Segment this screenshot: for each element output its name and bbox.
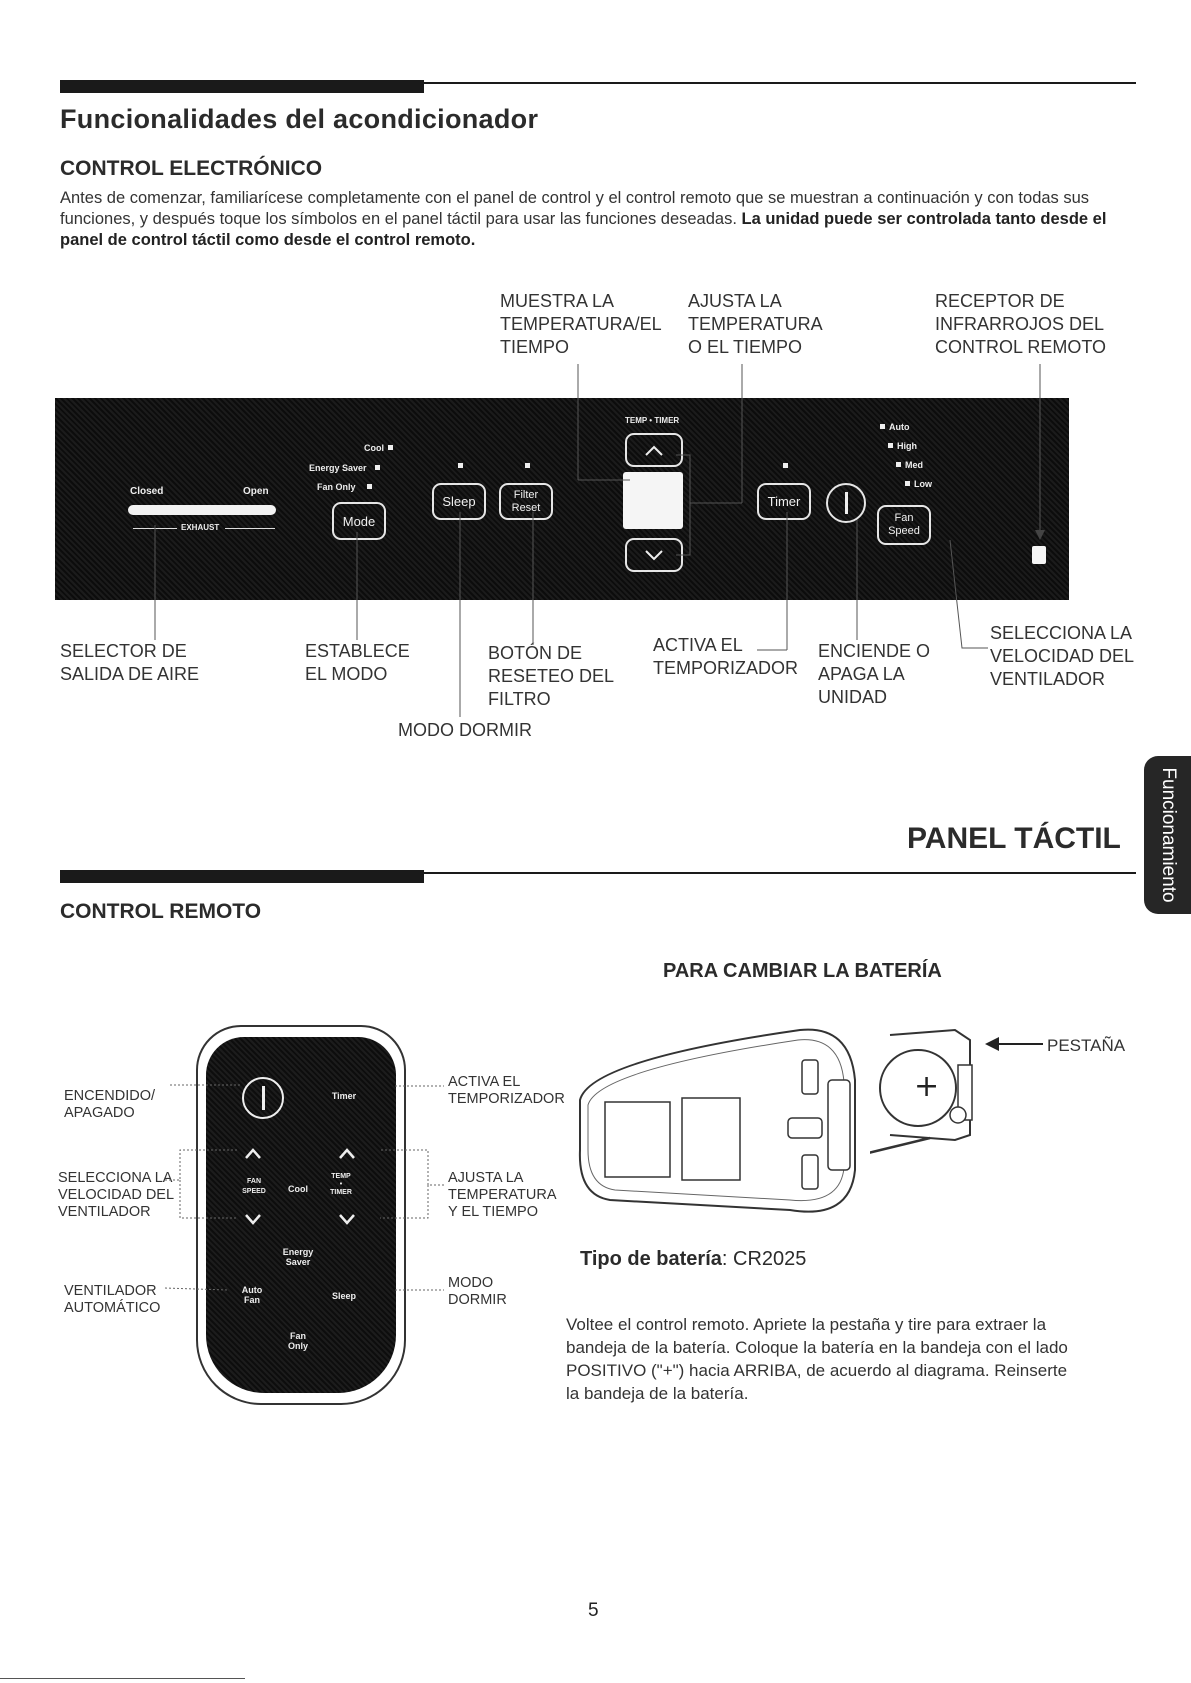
fan-speed-med-label: Med (905, 460, 923, 470)
temp-down-button[interactable] (625, 538, 683, 572)
label-sleep-mode: MODO DORMIR (398, 720, 532, 740)
label-air-outlet-selector: SELECTOR DE SALIDA DE AIRE (60, 641, 200, 684)
fan-speed-button[interactable]: Fan Speed (877, 505, 931, 545)
battery-heading: PARA CAMBIAR LA BATERÍA (663, 960, 942, 982)
power-icon (845, 492, 848, 514)
remote-label-temp-time: AJUSTA LA TEMPERATURA Y EL TIEMPO (448, 1170, 557, 1220)
sleep-button[interactable]: Sleep (432, 483, 486, 520)
mode-option-energy-saver: Energy Saver (309, 463, 367, 473)
remote-cool-button[interactable]: Cool (288, 1184, 308, 1194)
remote-face (206, 1037, 396, 1393)
remote-power-button[interactable] (242, 1077, 284, 1119)
svg-text:+: + (914, 1069, 940, 1104)
temp-timer-caption: TEMP • TIMER (625, 416, 680, 425)
mode-option-cool: Cool (364, 443, 384, 453)
led-cool (388, 445, 393, 450)
control-panel (55, 398, 1069, 600)
battery-type-value: CR2025 (733, 1248, 807, 1270)
battery-tray-illustration (870, 1020, 990, 1170)
remote-fan-speed-label: FAN SPEED (242, 1178, 266, 1195)
remote-label-timer: ACTIVA EL TEMPORIZADOR (448, 1074, 565, 1107)
led-med (896, 462, 901, 467)
remote-label-sleep: MODO DORMIR (448, 1275, 507, 1308)
remote-sleep-button[interactable]: Sleep (331, 1291, 356, 1301)
battery-type-label: Tipo de batería (580, 1248, 722, 1270)
temperature-display (623, 472, 683, 529)
label-activate-timer: ACTIVA EL TEMPORIZADOR (653, 635, 799, 678)
slider-closed-label: Closed (130, 486, 164, 497)
mode-option-fan-only: Fan Only (317, 482, 356, 492)
remote-fan-only-button[interactable]: Fan Only (287, 1331, 308, 1351)
exhaust-label: EXHAUST (181, 523, 220, 532)
filter-reset-button[interactable]: Filter Reset (499, 483, 553, 520)
middle-rule-thin (60, 872, 1136, 874)
remote-label-auto-fan: VENTILADOR AUTOMÁTICO (64, 1283, 161, 1316)
remote-auto-fan-button[interactable]: Auto Fan (241, 1285, 263, 1305)
side-tab-label: Funcionamiento (1157, 767, 1179, 903)
intro-paragraph (60, 188, 1130, 251)
timer-button[interactable]: Timer (757, 483, 811, 520)
label-power-unit: ENCIENDE O APAGA LA UNIDAD (818, 641, 931, 707)
section-title-electronic-control: CONTROL ELECTRÓNICO (60, 157, 323, 180)
label-fan-speed: SELECCIONA LA VELOCIDAD DEL VENTILADOR (990, 623, 1135, 689)
page-title: Funcionalidades del acondicionador (60, 104, 539, 134)
exhaust-line (133, 528, 177, 529)
remote-temp-down-icon (338, 1213, 356, 1225)
tab-arrow-icon (985, 1037, 1045, 1051)
led-timer (783, 463, 788, 468)
remote-fan-up-icon (244, 1147, 262, 1159)
power-icon (262, 1086, 265, 1110)
led-high (888, 443, 893, 448)
battery-type (580, 1248, 806, 1271)
remote-timer-button[interactable]: Timer (331, 1091, 357, 1101)
label-filter-reset: BOTÓN DE RESETEO DEL FILTRO (488, 643, 615, 709)
fan-speed-high-label: High (897, 441, 917, 451)
led-filter (525, 463, 530, 468)
temp-up-button[interactable] (625, 433, 683, 467)
section-title-remote: CONTROL REMOTO (60, 900, 262, 923)
header-rule-thin (60, 82, 1136, 84)
fan-speed-auto-label: Auto (889, 422, 910, 432)
power-button[interactable] (826, 483, 866, 523)
slider-open-label: Open (243, 486, 269, 497)
chevron-up-icon (644, 444, 664, 456)
fan-speed-low-label: Low (914, 479, 932, 489)
label-set-mode: ESTABLECE EL MODO (305, 641, 410, 684)
remote-temp-timer-label: TEMP • TIMER (330, 1173, 352, 1196)
air-outlet-slider[interactable] (128, 505, 276, 515)
remote-energy-saver-button[interactable]: Energy Saver (282, 1247, 314, 1267)
led-fan-only (367, 484, 372, 489)
page-number: 5 (588, 1600, 599, 1621)
battery-type-colon: : (721, 1248, 734, 1270)
led-energy-saver (375, 465, 380, 470)
side-tab-operation (1144, 756, 1191, 914)
mode-button[interactable]: Mode (332, 502, 386, 540)
ir-receiver (1032, 546, 1046, 564)
led-auto (880, 424, 885, 429)
remote-fan-down-icon (244, 1213, 262, 1225)
label-display-temp-time: MUESTRA LA TEMPERATURA/EL TIEMPO (500, 291, 662, 357)
remote-label-power: ENCENDIDO/ APAGADO (64, 1088, 156, 1121)
label-ir-receiver: RECEPTOR DE INFRARROJOS DEL CONTROL REMOTO (935, 291, 1107, 357)
chevron-down-icon (644, 549, 664, 561)
remote-back-illustration (570, 1020, 870, 1220)
led-sleep (458, 463, 463, 468)
intro-bold-text: La unidad puede ser controlada tanto desde el panel de control táctil como desde el control remoto. (60, 210, 1107, 249)
remote-control (196, 1025, 406, 1405)
battery-tab-label: PESTAÑA (1047, 1036, 1126, 1055)
remote-label-fan-speed: SELECCIONA LA VELOCIDAD DEL VENTILADOR (58, 1170, 175, 1220)
led-low (905, 481, 910, 486)
footer-rule (0, 1678, 245, 1679)
exhaust-line (225, 528, 275, 529)
remote-temp-up-icon (338, 1147, 356, 1159)
touch-panel-heading: PANEL TÁCTIL (907, 822, 1121, 855)
label-adjust-temp-time: AJUSTA LA TEMPERATURA O EL TIEMPO (688, 291, 823, 357)
intro-text: Antes de comenzar, familiarícese completamente con el panel de control y el control remoto que se muestran a continuación y con todas sus funciones, y después toque los símbolos en el panel táctil para usar las funciones deseadas. (60, 189, 1090, 228)
battery-instructions: Voltee el control remoto. Apriete la pestaña y tire para extraer la bandeja de la batería. Coloque la batería en la bandeja con el lado POSITIVO ("+") hacia ARRIBA, de acuerdo al diagrama. Reinserte la bandeja de la batería. (566, 1315, 1068, 1403)
